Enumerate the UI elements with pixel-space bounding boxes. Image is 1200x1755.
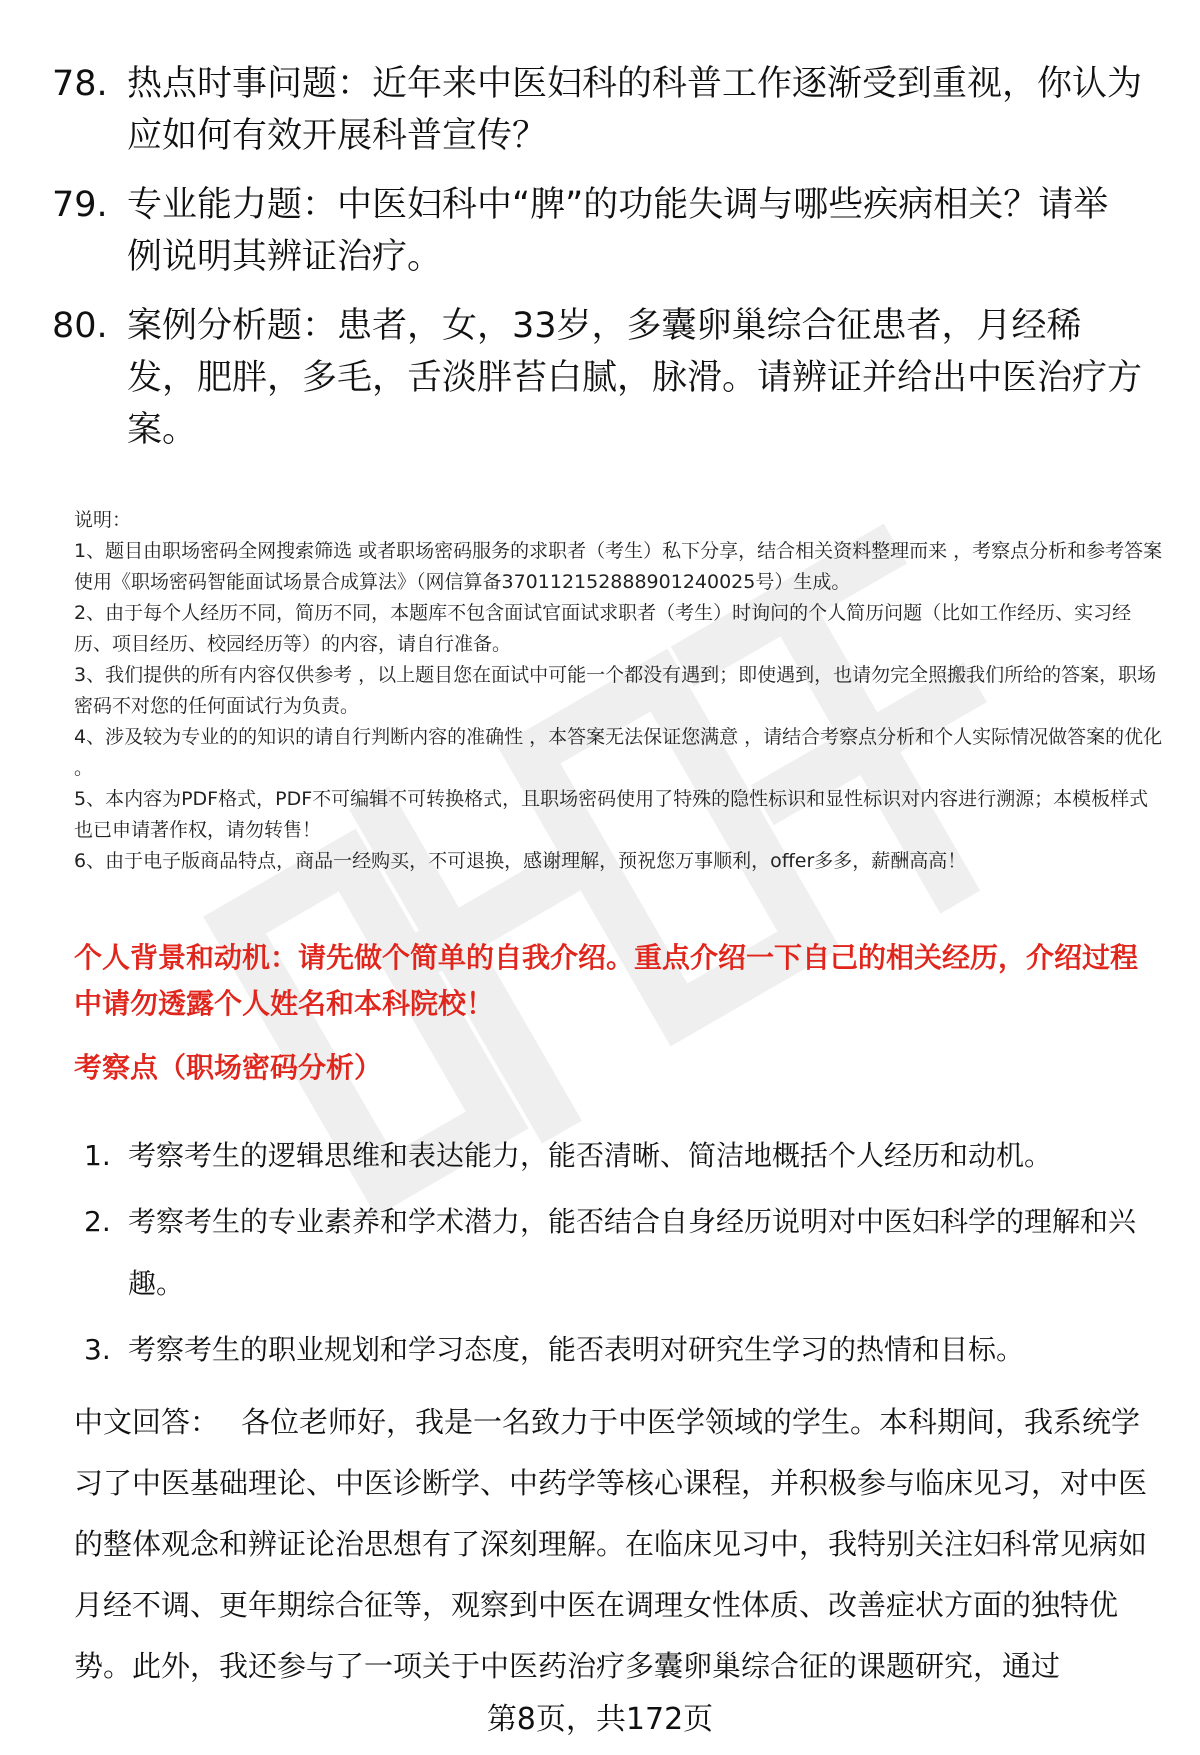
analysis-point bbox=[84, 1319, 1154, 1381]
analysis-points bbox=[84, 1125, 1154, 1381]
point-number: 1. bbox=[84, 1139, 111, 1172]
question-item bbox=[52, 300, 1152, 456]
point-number: 3. bbox=[84, 1333, 111, 1366]
analysis-point bbox=[84, 1125, 1154, 1187]
question-text: 热点时事问题：近年来中医妇科的科普工作逐渐受到重视，你认为应如何有效开展科普宣传？ bbox=[127, 64, 1143, 156]
question-text: 案例分析题：患者，女，33岁，多囊卵巢综合征患者，月经稀发，肥胖，多毛，舌淡胖苔白腻，脉滑。请辨证并给出中医治疗方案。 bbox=[127, 306, 1143, 450]
question-number: 79. bbox=[52, 185, 108, 225]
note-item: 1、题目由职场密码全网搜索筛选 或者职场密码服务的求职者（考生）私下分享，结合相关资料整理而来 ，考察点分析和参考答案使用《职场密码智能面试场景合成算法》（网信算备370112152888901240025号）生成。 bbox=[74, 540, 1163, 593]
interview-prompt: 个人背景和动机：请先做个简单的自我介绍。重点介绍一下自己的相关经历，介绍过程中请勿透露个人姓名和本科院校！ bbox=[74, 941, 1139, 1020]
notes-title: 说明： bbox=[74, 509, 132, 531]
page-footer: 第8页，共172页 bbox=[486, 1702, 714, 1737]
question-number: 80. bbox=[52, 306, 108, 346]
question-item bbox=[52, 58, 1152, 162]
note-item: 3、我们提供的所有内容仅供参考 ，以上题目您在面试中可能一个都没有遇到；即使遇到，也请勿完全照搬我们所给的答案，职场密码不对您的任何面试行为负责。 bbox=[74, 664, 1157, 717]
question-number: 78. bbox=[52, 64, 108, 104]
question-text: 专业能力题：中医妇科中“脾”的功能失调与哪些疾病相关？请举例说明其辨证治疗。 bbox=[127, 185, 1109, 277]
question-item bbox=[52, 179, 1152, 283]
note-item: 4、涉及较为专业的的知识的请自行判断内容的准确性 ，本答案无法保证您满意 ，请结合考察点分析和个人实际情况做答案的优化 。 bbox=[74, 726, 1163, 779]
point-text: 考察考生的专业素养和学术潜力，能否结合自身经历说明对中医妇科学的理解和兴趣。 bbox=[128, 1205, 1137, 1300]
analysis-point bbox=[84, 1191, 1154, 1315]
point-text: 考察考生的职业规划和学习态度，能否表明对研究生学习的热情和目标。 bbox=[128, 1333, 1025, 1366]
note-item: 5、本内容为PDF格式，PDF不可编辑不可转换格式，且职场密码使用了特殊的隐性标识和显性标识对内容进行溯源；本模板样式也已申请著作权，请勿转售！ bbox=[74, 788, 1149, 841]
analysis-heading: 考察点（职场密码分析） bbox=[74, 1051, 383, 1084]
answer-section bbox=[74, 1392, 1164, 1697]
answer-label: 中文回答： bbox=[74, 1405, 220, 1439]
answer-text: 各位老师好，我是一名致力于中医学领域的学生。本科期间，我系统学习了中医基础理论、中医诊断学、中药学等核心课程，并积极参与临床见习，对中医的整体观念和辨证论治思想有了深刻理解。在临床见习中，我特别关注妇科常见病如月经不调、更年期综合征等，观察到中医在调理女性体质、改善症状方面的独特优势。此外，我还参与了一项关于中医药治疗多囊卵巢综合征的课题研究，通过 bbox=[74, 1405, 1148, 1683]
point-text: 考察考生的逻辑思维和表达能力，能否清晰、简洁地概括个人经历和动机。 bbox=[128, 1139, 1053, 1172]
notes-section bbox=[74, 505, 1164, 877]
note-item: 6、由于电子版商品特点，商品一经购买，不可退换，感谢理解，预祝您万事顺利，offer多多，薪酬高高！ bbox=[74, 850, 967, 872]
note-item: 2、由于每个人经历不同，简历不同，本题库不包含面试官面试求职者（考生）时询问的个人简历问题（比如工作经历、实习经历、项目经历、校园经历等）的内容，请自行准备。 bbox=[74, 602, 1132, 655]
point-number: 2. bbox=[84, 1205, 111, 1238]
question-list bbox=[52, 58, 1152, 473]
